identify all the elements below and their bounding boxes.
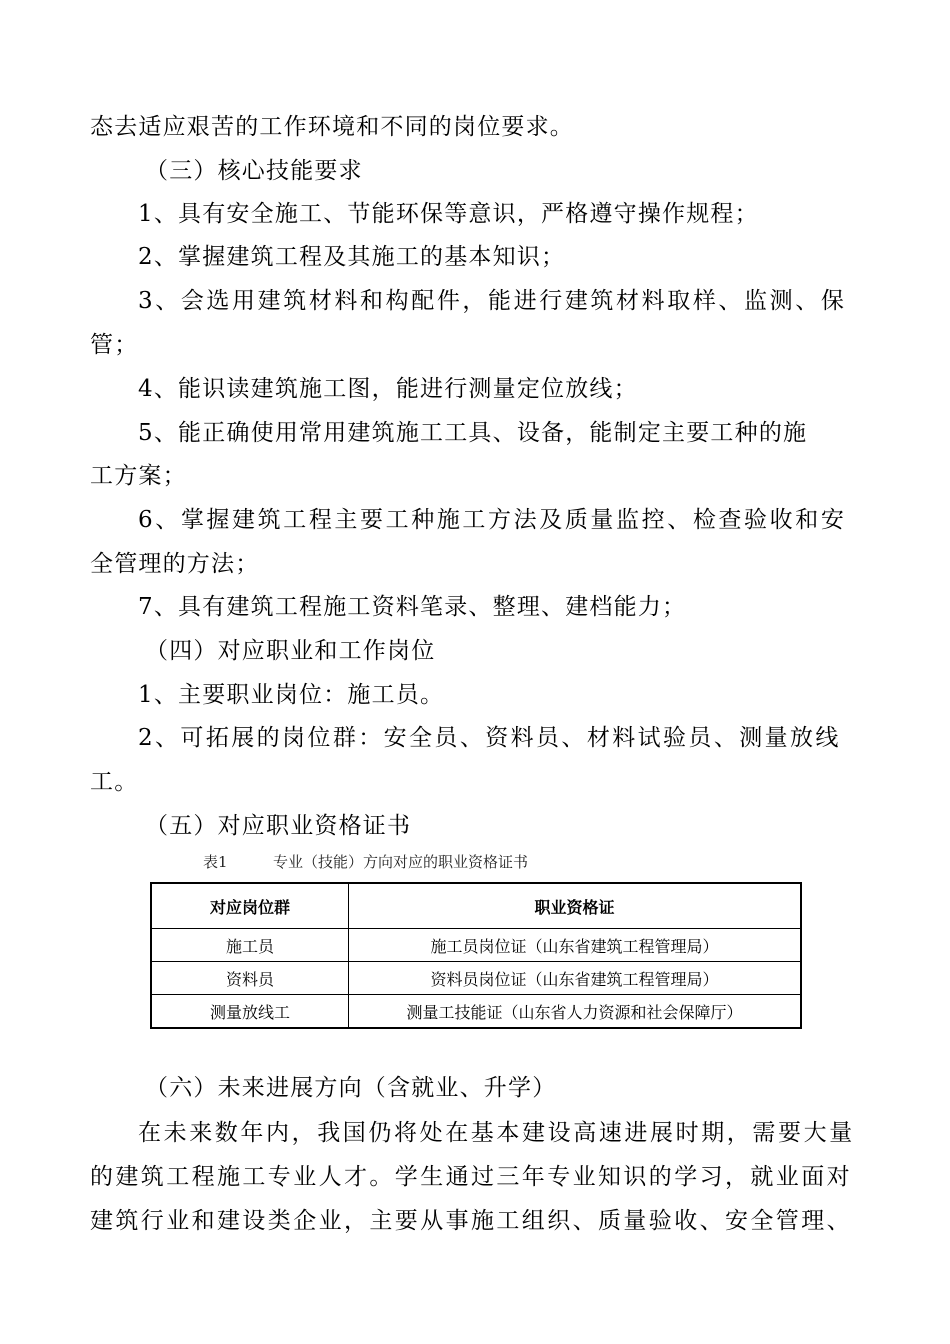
list-item: 6、掌握建筑工程主要工种施工方法及质量监控、检查验收和安 — [138, 507, 847, 533]
paragraph-line: 建筑行业和建设类企业，主要从事施工组织、质量验收、安全管理、 — [90, 1208, 852, 1234]
table-caption-number: 表1 — [203, 853, 228, 871]
table-cell: 施工员岗位证（山东省建筑工程管理局） — [349, 929, 802, 962]
list-item: 7、具有建筑工程施工资料笔录、整理、建档能力； — [138, 594, 687, 620]
table-row — [151, 962, 801, 995]
table-header-cell: 职业资格证 — [349, 883, 802, 929]
section-heading: （四）对应职业和工作岗位 — [145, 638, 436, 664]
list-item — [138, 286, 856, 316]
table-cell: 资料员岗位证（山东省建筑工程管理局） — [349, 962, 802, 995]
table-cell: 测量工技能证（山东省人力资源和社会保障厅） — [349, 995, 802, 1029]
list-item: 1、具有安全施工、节能环保等意识，严格遵守操作规程； — [138, 201, 759, 227]
table-caption — [203, 852, 528, 872]
list-item: 1、主要职业岗位：施工员。 — [138, 682, 445, 708]
table-cell: 施工员 — [151, 929, 349, 962]
table-caption-title: 专业（技能）方向对应的职业资格证书 — [273, 853, 529, 871]
table-row — [151, 995, 801, 1029]
justified-line-text: 3、会选用建筑材料和构配件，能进行建筑材料取样、监测、保 — [138, 288, 847, 314]
list-item-continuation: 工。 — [90, 769, 139, 795]
paragraph-line: 在未来数年内，我国仍将处在基本建设高速进展时期，需要大量 — [138, 1120, 855, 1146]
section-heading: （六）未来进展方向（含就业、升学） — [145, 1075, 557, 1101]
table-row — [151, 929, 801, 962]
list-item: 4、能识读建筑施工图，能进行测量定位放线； — [138, 376, 638, 402]
section-heading: （五）对应职业资格证书 — [145, 813, 412, 839]
list-item: 2、掌握建筑工程及其施工的基本知识； — [138, 244, 566, 270]
list-item-continuation: 管； — [90, 332, 139, 358]
certificate-table — [150, 882, 802, 1029]
table-header-row — [151, 883, 801, 929]
table-cell: 资料员 — [151, 962, 349, 995]
paragraph-line: 的建筑工程施工专业人才。学生通过三年专业知识的学习，就业面对 — [90, 1164, 852, 1190]
table-header-cell: 对应岗位群 — [151, 883, 349, 929]
section-heading: （三）核心技能要求 — [145, 158, 363, 184]
paragraph-line: 态去适应艰苦的工作环境和不同的岗位要求。 — [90, 114, 574, 140]
list-item-continuation: 全管理的方法； — [90, 551, 260, 577]
list-item: 2、可拓展的岗位群：安全员、资料员、材料试验员、测量放线 — [138, 725, 841, 751]
list-item: 5、能正确使用常用建筑施工工具、设备，能制定主要工种的施 — [138, 420, 808, 446]
list-item-continuation: 工方案； — [90, 463, 187, 489]
table-cell: 测量放线工 — [151, 995, 349, 1029]
